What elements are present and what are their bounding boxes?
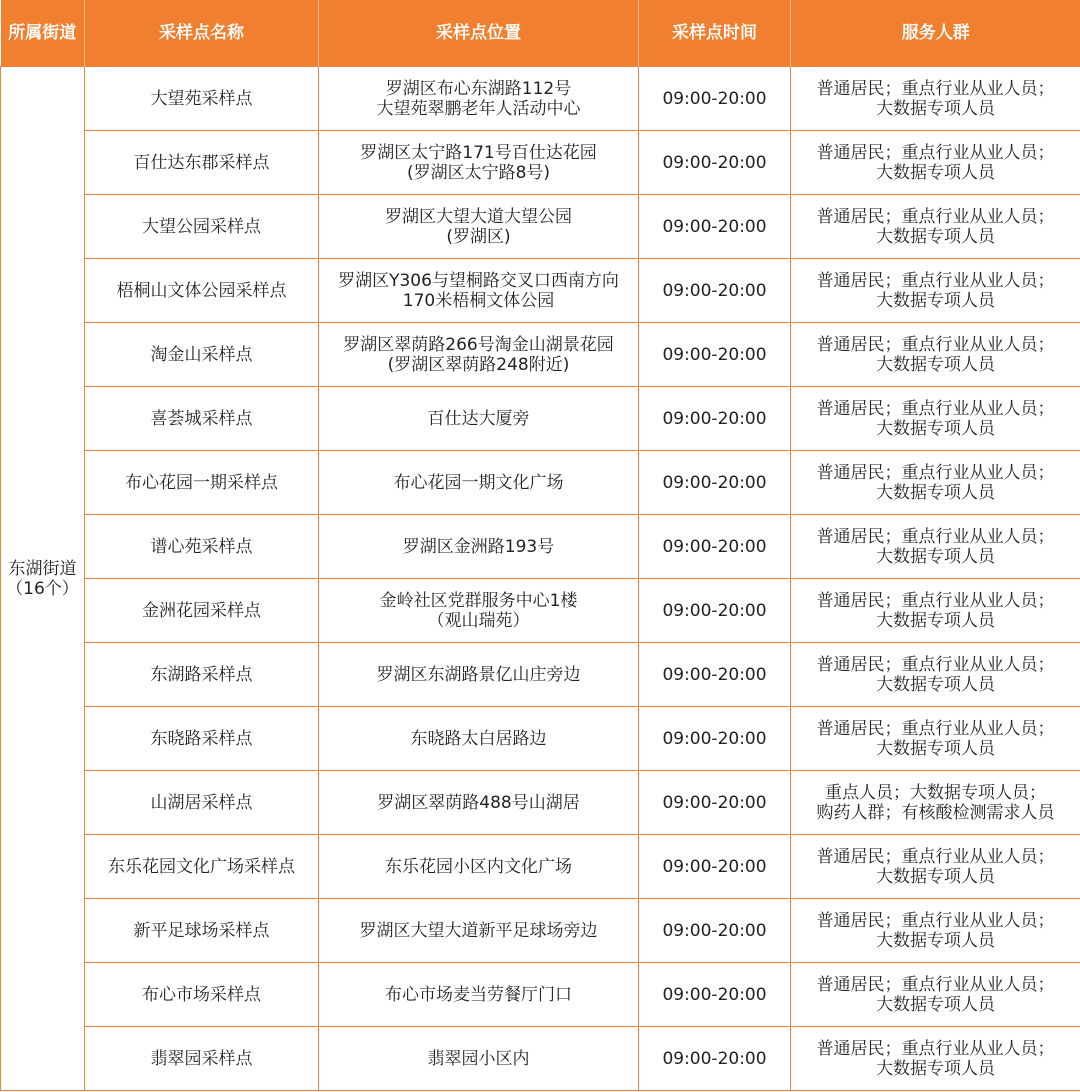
site-name-cell: 淘金山采样点: [85, 323, 319, 387]
service-group-line: 大数据专项人员: [876, 994, 995, 1015]
site-name-cell: 东乐花园文化广场采样点: [85, 835, 319, 899]
site-location-line: 罗湖区大望大道新平足球场旁边: [359, 920, 598, 941]
site-time-cell: 09:00-20:00: [639, 387, 791, 451]
header-site-location: 采样点位置: [319, 0, 639, 67]
site-name-cell: 布心花园一期采样点: [85, 451, 319, 515]
site-location-line: 百仕达大厦旁: [427, 408, 530, 429]
site-location-cell: [319, 451, 639, 515]
site-time-cell: 09:00-20:00: [639, 195, 791, 259]
site-location-line: 布心花园一期文化广场: [393, 472, 564, 493]
header-street: 所属街道: [1, 0, 85, 67]
service-group-line: 普通居民；重点行业从业人员；: [816, 206, 1055, 227]
site-time-cell: 09:00-20:00: [639, 579, 791, 643]
site-location-line: 罗湖区布心东湖路112号: [385, 78, 572, 99]
site-location-cell: [319, 131, 639, 195]
site-location-cell: [319, 579, 639, 643]
table-row: [1, 387, 1080, 451]
site-time-cell: 09:00-20:00: [639, 323, 791, 387]
service-group-line: 重点人员；大数据专项人员；: [825, 782, 1046, 803]
service-group-line: 大数据专项人员: [876, 290, 995, 311]
service-group-line: 大数据专项人员: [876, 418, 995, 439]
service-group-cell: [791, 579, 1080, 643]
service-group-cell: [791, 451, 1080, 515]
table-row: [1, 451, 1080, 515]
service-group-cell: [791, 771, 1080, 835]
site-name-cell: 东晓路采样点: [85, 707, 319, 771]
site-location-line: 罗湖区翠荫路266号淘金山湖景花园: [343, 334, 614, 355]
service-group-line: 大数据专项人员: [876, 738, 995, 759]
site-time-cell: 09:00-20:00: [639, 899, 791, 963]
street-count: （16个）: [6, 578, 79, 599]
site-name-cell: 大望苑采样点: [85, 67, 319, 131]
service-group-cell: [791, 835, 1080, 899]
table-row: [1, 67, 1080, 131]
table-row: [1, 643, 1080, 707]
site-time-cell: 09:00-20:00: [639, 67, 791, 131]
service-group-cell: [791, 515, 1080, 579]
service-group-cell: [791, 643, 1080, 707]
site-location-line: 罗湖区东湖路景亿山庄旁边: [376, 664, 581, 685]
service-group-cell: [791, 899, 1080, 963]
service-group-line: 普通居民；重点行业从业人员；: [816, 846, 1055, 867]
site-time-cell: 09:00-20:00: [639, 835, 791, 899]
site-location-line: 罗湖区翠荫路488号山湖居: [377, 792, 580, 813]
site-location-cell: [319, 963, 639, 1027]
site-name-cell: 谱心苑采样点: [85, 515, 319, 579]
service-group-line: 普通居民；重点行业从业人员；: [816, 270, 1055, 291]
service-group-line: 普通居民；重点行业从业人员；: [816, 718, 1055, 739]
site-time-cell: 09:00-20:00: [639, 643, 791, 707]
service-group-cell: [791, 1027, 1080, 1091]
site-location-cell: [319, 771, 639, 835]
site-location-cell: [319, 67, 639, 131]
service-group-line: 大数据专项人员: [876, 98, 995, 119]
site-time-cell: 09:00-20:00: [639, 451, 791, 515]
table-row: [1, 131, 1080, 195]
service-group-line: 大数据专项人员: [876, 482, 995, 503]
site-location-line: 罗湖区Y306与望桐路交叉口西南方向: [338, 270, 619, 291]
site-location-line: 布心市场麦当劳餐厅门口: [385, 984, 572, 1005]
service-group-cell: [791, 67, 1080, 131]
header-site-time: 采样点时间: [639, 0, 791, 67]
site-location-cell: [319, 515, 639, 579]
site-name-cell: 大望公园采样点: [85, 195, 319, 259]
site-location-cell: [319, 1027, 639, 1091]
table-row: [1, 707, 1080, 771]
service-group-line: 普通居民；重点行业从业人员；: [816, 78, 1055, 99]
site-location-cell: [319, 899, 639, 963]
site-location-cell: [319, 323, 639, 387]
site-name-cell: 梧桐山文体公园采样点: [85, 259, 319, 323]
street-name: 东湖街道: [8, 558, 77, 579]
service-group-line: 大数据专项人员: [876, 674, 995, 695]
header-service-group: 服务人群: [791, 0, 1080, 67]
street-cell: [1, 67, 85, 1091]
service-group-line: 大数据专项人员: [876, 610, 995, 631]
service-group-line: 普通居民；重点行业从业人员；: [816, 590, 1055, 611]
service-group-line: 普通居民；重点行业从业人员；: [816, 654, 1055, 675]
service-group-cell: [791, 195, 1080, 259]
service-group-line: 购药人群；有核酸检测需求人员: [816, 802, 1055, 823]
site-location-cell: [319, 195, 639, 259]
table-row: [1, 515, 1080, 579]
site-location-line: 东乐花园小区内文化广场: [385, 856, 572, 877]
table-row: [1, 1027, 1080, 1091]
site-location-cell: [319, 707, 639, 771]
service-group-cell: [791, 963, 1080, 1027]
header-row: [1, 0, 1080, 67]
site-location-line: 罗湖区太宁路171号百仕达花园: [360, 142, 597, 163]
table-body: [1, 67, 1080, 1091]
service-group-line: 普通居民；重点行业从业人员；: [816, 334, 1055, 355]
service-group-line: 普通居民；重点行业从业人员；: [816, 526, 1055, 547]
site-name-cell: 山湖居采样点: [85, 771, 319, 835]
site-time-cell: 09:00-20:00: [639, 707, 791, 771]
site-name-cell: 东湖路采样点: [85, 643, 319, 707]
service-group-line: 大数据专项人员: [876, 354, 995, 375]
site-time-cell: 09:00-20:00: [639, 1027, 791, 1091]
site-location-line: (罗湖区太宁路8号): [406, 162, 551, 183]
table-row: [1, 963, 1080, 1027]
service-group-line: 大数据专项人员: [876, 866, 995, 887]
service-group-line: 大数据专项人员: [876, 546, 995, 567]
site-name-cell: 布心市场采样点: [85, 963, 319, 1027]
site-name-cell: 喜荟城采样点: [85, 387, 319, 451]
table-row: [1, 579, 1080, 643]
table-header: [1, 0, 1080, 67]
site-location-line: 大望苑翠鹏老年人活动中心: [376, 98, 581, 119]
site-location-line: 170米梧桐文体公园: [402, 290, 555, 311]
site-location-cell: [319, 259, 639, 323]
site-name-cell: 金洲花园采样点: [85, 579, 319, 643]
service-group-line: 普通居民；重点行业从业人员；: [816, 1038, 1055, 1059]
table-row: [1, 899, 1080, 963]
site-location-line: 翡翠园小区内: [427, 1048, 530, 1069]
service-group-cell: [791, 707, 1080, 771]
table-row: [1, 259, 1080, 323]
site-location-line: (罗湖区翠荫路248附近): [387, 354, 570, 375]
header-site-name: 采样点名称: [85, 0, 319, 67]
site-name-cell: 新平足球场采样点: [85, 899, 319, 963]
table-row: [1, 835, 1080, 899]
site-location-cell: [319, 835, 639, 899]
service-group-cell: [791, 387, 1080, 451]
service-group-line: 普通居民；重点行业从业人员；: [816, 142, 1055, 163]
service-group-line: 大数据专项人员: [876, 930, 995, 951]
service-group-line: 普通居民；重点行业从业人员；: [816, 462, 1055, 483]
site-location-line: 金岭社区党群服务中心1楼: [379, 590, 578, 611]
service-group-cell: [791, 323, 1080, 387]
table-row: [1, 771, 1080, 835]
site-location-cell: [319, 643, 639, 707]
service-group-line: 普通居民；重点行业从业人员；: [816, 910, 1055, 931]
service-group-line: 普通居民；重点行业从业人员；: [816, 398, 1055, 419]
site-name-cell: 翡翠园采样点: [85, 1027, 319, 1091]
site-time-cell: 09:00-20:00: [639, 131, 791, 195]
service-group-cell: [791, 259, 1080, 323]
service-group-cell: [791, 131, 1080, 195]
table-row: [1, 323, 1080, 387]
site-location-line: （观山瑞苑）: [427, 610, 530, 631]
site-location-cell: [319, 387, 639, 451]
site-location-line: 东晓路太白居路边: [410, 728, 547, 749]
site-name-cell: 百仕达东郡采样点: [85, 131, 319, 195]
table-row: [1, 195, 1080, 259]
site-time-cell: 09:00-20:00: [639, 771, 791, 835]
site-time-cell: 09:00-20:00: [639, 515, 791, 579]
service-group-line: 普通居民；重点行业从业人员；: [816, 974, 1055, 995]
site-location-line: (罗湖区): [446, 226, 511, 247]
service-group-line: 大数据专项人员: [876, 1058, 995, 1079]
site-time-cell: 09:00-20:00: [639, 259, 791, 323]
site-time-cell: 09:00-20:00: [639, 963, 791, 1027]
service-group-line: 大数据专项人员: [876, 162, 995, 183]
site-location-line: 罗湖区金洲路193号: [402, 536, 555, 557]
site-location-line: 罗湖区大望大道大望公园: [385, 206, 572, 227]
service-group-line: 大数据专项人员: [876, 226, 995, 247]
